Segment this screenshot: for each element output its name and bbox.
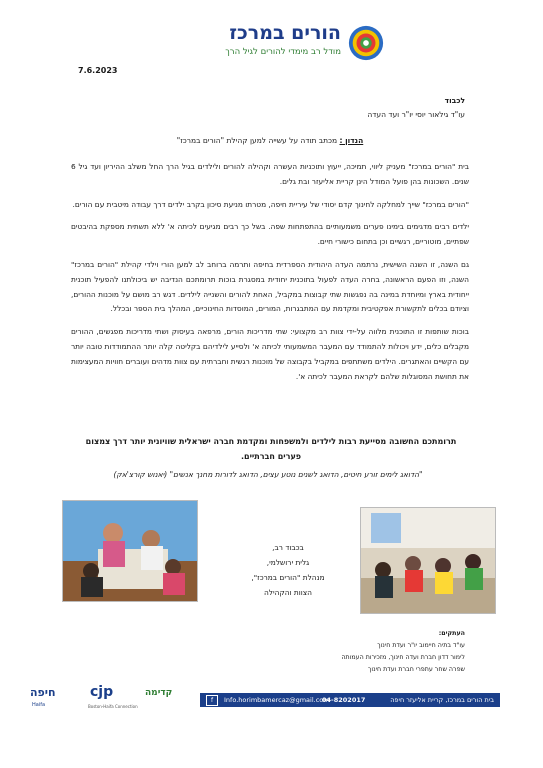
cc-item: שפרה שחר עתפרי חברת ועדת חינוך: [368, 666, 465, 673]
letter-date: 7.6.2023: [78, 66, 118, 75]
signature-block: [228, 540, 348, 600]
signature-line: מנהלת "הורים במרכז",: [251, 573, 325, 582]
closing-statement: תרומתכם החשובה מסייעת רבות לילדים ולמשפחות ומקדמת חברה ישראלית שוויונית יותר דרך צמצום פערים חברתיים.: [85, 437, 457, 461]
cc-title: העתקים:: [438, 630, 465, 637]
body-paragraph: בוכות שותפות זו התוכנית מלווה על-ידי צוות רב מקצועי: שתי מדריכות הורים, מרפאה בעיסוק ושתי מדריכות מפגשים, ההורים מקבלים כלים, ידע ויכולות להתמודד עם המעבר המשמעותי לכיתה א' ולסייע לילדיהם בקליטה קלה יותר ההתמודדות טובה יותר עם הקשיים והאתגרים. הילדים משתתפים במקביל בקבוצה של מוכנות רגשית וחברתית עם צוות מדהים ועוברים חוויות המעצימות את תחושת המסוגלות שלהם לקראת המעבר לכיתה א'.: [71, 327, 469, 381]
footer-email[interactable]: Info.horimbamercaz@gmail.com: [224, 696, 330, 704]
letter-body: [71, 160, 469, 392]
body-paragraph: בית "הורים במרכז" מעניק ליווי, תמיכה, ייעוץ ותוכניות העשרה וקהילה להורים ולילדים בגיל הרך החל משלב ההיריון ועד גיל 6 שנים. השכונות בהן פועל המודל הינן קריית אליעזר ובת גלים.: [71, 162, 469, 186]
body-paragraph: גם השנה, זו השנה השישית, נרתמה העדה היהודית הספרדית בחיפה ותרמה ברוחב לב למען הורי וילדי קהילת "הורים במרכז" השנה, וזו הפעם הראשונה, בחרה העדה לפעול בתוכנית יחודית במסגרת בוכות תרומתכם הנדיבה יש ביכולתנו להפעיל תוכנית ייחודית בארץ ומיוחדת במינה בה נפגשות שתי קבוצות במקביל, האחת להורים והשנייה לילדים. דגש רב מושם על מוכנות ההורים, וציודם בכלים לתקשורת אפקטיבית ומקדמת עם המתבגרות, המורים, המוסדות החינוכיים, המהלך בית הספר ובכלל.: [71, 259, 469, 314]
photo-illustration: [63, 501, 197, 601]
footer-phone[interactable]: 04-8202017: [322, 696, 366, 704]
cjp-logo-sub: Boston-Haifa Connection: [88, 704, 138, 709]
body-paragraph: ילדים רבים מדגימים בימינו פערים משמעותיים בהתפתחות שפה. בשל כך רבים מגיעים לכיתה א' ללא תשתית מספקת בהיבטים שפתיים, מוטוריים, רגשיים וכן בתחום כישורי חיים.: [71, 222, 469, 247]
classroom-children-photo: [360, 507, 496, 614]
haifa-logo: חיפה: [30, 686, 56, 699]
cjp-logo: cjp: [90, 684, 114, 700]
address-recipient: עו"ד גילאור יוסי יו"ר ועד העדה: [367, 110, 465, 119]
haifa-logo-sub: Haifa: [32, 702, 46, 708]
address-block: [75, 94, 465, 122]
subject-label: הנדון :: [339, 136, 364, 145]
cc-item: לימור דדון חברת ועדה חינוך, מזכירות העמותה: [341, 654, 465, 661]
green-partner-logo: קדימה: [145, 688, 173, 698]
body-paragraph: "הורים במרכז" שייך למחלקה לחינוך קדם יסודי של עיריית חיפה, מטרתו מניעת סיכון בקרב ילדים דרך עבודה מיטבית עם הורים.: [72, 199, 469, 209]
logo-subtitle: מודל רב מימדי להורים לגיל הרך: [225, 47, 341, 57]
horim-bamerkaz-logo: [170, 22, 385, 66]
sponsor-logos: [30, 684, 190, 714]
signature-line: בכבוד רב,: [272, 543, 304, 552]
logo-title: הורים במרכז: [229, 22, 341, 44]
footer-address: בית הורים במרכז, קריית אליעזר חיפה: [390, 696, 494, 704]
korczak-quote: "הדואג לימים זורע חיטים, הדואג לשנים נוטע עצים, הדואג לדורות מחנך אנשים" (יאנוש קורצ'אק): [113, 470, 423, 479]
facebook-icon: f: [206, 695, 218, 706]
logo-emblem-icon: [347, 24, 385, 62]
footer-contact-bar: [200, 693, 500, 707]
children-drawing-photo: [62, 500, 198, 602]
photo-illustration: [361, 508, 495, 613]
cc-item: עו"ד בתיה חיימוב יו"ר ועדת חינוך: [377, 642, 465, 649]
subject-line: [75, 136, 465, 145]
signature-line: גלית ירושלמי,: [266, 558, 310, 567]
cc-list: [245, 628, 465, 676]
signature-line: הצוות והקהילה: [263, 588, 313, 597]
subject-text: מכתב תודה על עשייה למען קהילת "הורים במרכז": [176, 136, 338, 145]
address-to: לכבוד: [444, 96, 465, 105]
